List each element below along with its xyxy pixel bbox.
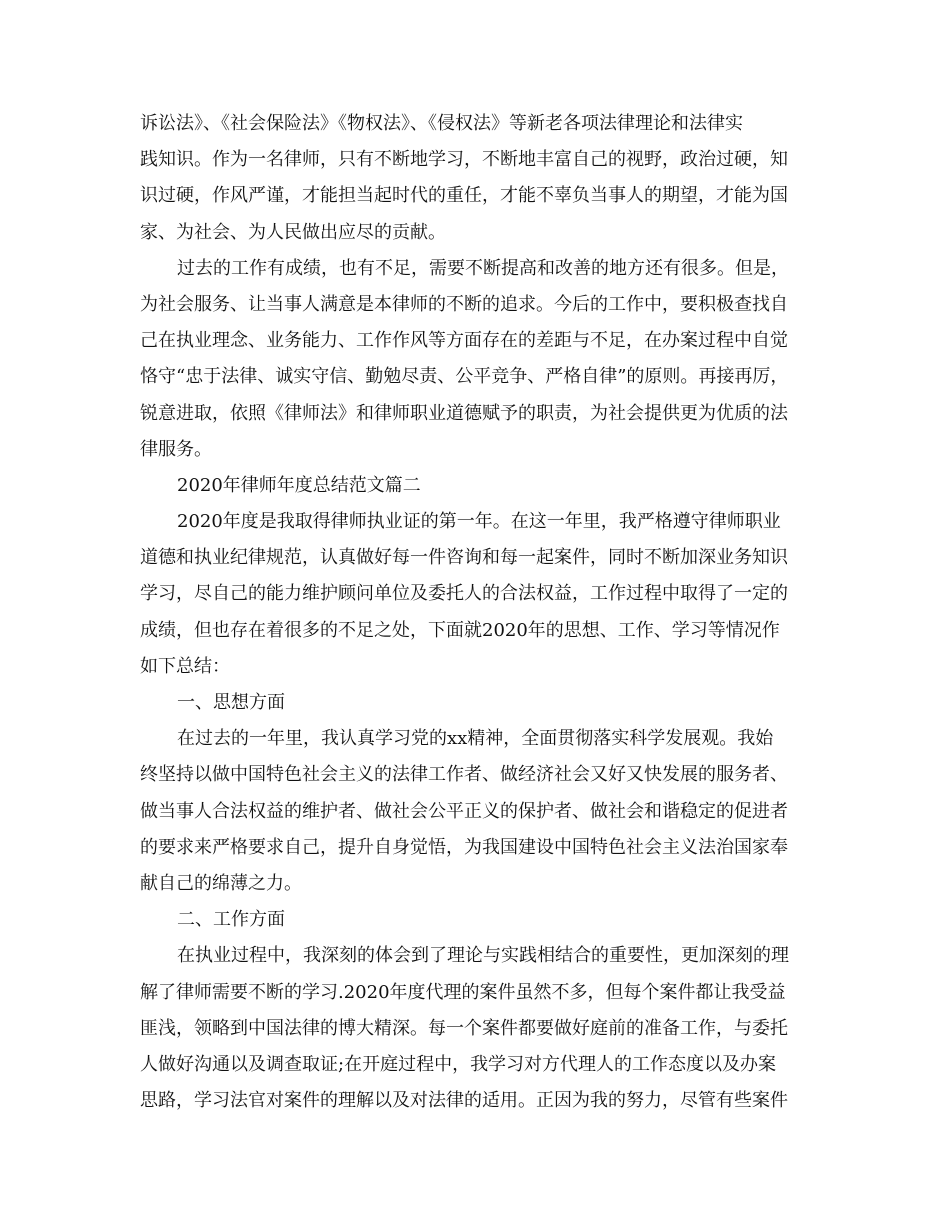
text-line: 诉讼法》、《社会保险法》《物权法》、《侵权法》等新老各项法律理论和法律实 xyxy=(140,113,743,134)
text-line: 恪守“忠于法律、诚实守信、勤勉尽责、公平竞争、严格自律”的原则。再接再厉， xyxy=(140,366,789,388)
text-line: 学习，尽自己的能力维护顾问单位及委托人的合法权益，工作过程中取得了一定的 xyxy=(140,583,788,605)
paragraph-achievements xyxy=(140,251,820,468)
text-line: 过去的工作有成绩，也有不足，需要不断提高和改善的地方还有很多。但是， xyxy=(177,257,789,279)
paragraph-thought xyxy=(140,721,820,902)
text-line: 的要求来严格要求自己，提升自身觉悟，为我国建设中国特色社会主义法治国家奉 xyxy=(140,836,788,858)
text-line: 人做好沟通以及调查取证;在开庭过程中，我学习对方代理人的工作态度以及办案 xyxy=(140,1053,777,1075)
text-line: 律服务。 xyxy=(140,438,212,460)
heading-text: 2020年律师年度总结范文篇二 xyxy=(177,474,421,496)
paragraph-continuation xyxy=(140,106,820,251)
text-line: 在执业过程中，我深刻的体会到了理论与实践相结合的重要性，更加深刻的理 xyxy=(177,945,789,967)
section-heading-part-two xyxy=(140,468,820,504)
text-line: 在过去的一年里，我认真学习党的xx精神，全面贯彻落实科学发展观。我始 xyxy=(177,728,774,750)
text-line: 成绩，但也存在着很多的不足之处，下面就2020年的思想、工作、学习等情况作 xyxy=(140,619,780,641)
heading-text: 一、思想方面 xyxy=(177,692,285,713)
text-line: 做当事人合法权益的维护者、做社会公平正义的保护者、做社会和谐稳定的促进者 xyxy=(140,800,788,822)
text-line: 匪浅，领略到中国法律的博大精深。每一个案件都要做好庭前的准备工作，与委托 xyxy=(140,1017,788,1039)
section-heading-work xyxy=(140,902,820,938)
text-line: 献自己的绵薄之力。 xyxy=(140,872,302,894)
text-line: 践知识。作为一名律师，只有不断地学习，不断地丰富自己的视野，政治过硬，知 xyxy=(140,149,788,171)
text-line: 解了律师需要不断的学习.2020年度代理的案件虽然不多，但每个案件都让我受益 xyxy=(140,981,786,1003)
text-line: 己在执业理念、业务能力、工作作风等方面存在的差距与不足，在办案过程中自觉 xyxy=(140,330,788,352)
text-line: 2020年度是我取得律师执业证的第一年。在这一年里，我严格遵守律师职业 xyxy=(177,511,781,533)
text-line: 终坚持以做中国特色社会主义的法律工作者、做经济社会又好又快发展的服务者、 xyxy=(140,764,788,786)
heading-text: 二、工作方面 xyxy=(177,909,285,931)
text-line: 如下总结： xyxy=(140,655,230,677)
section-heading-thought xyxy=(140,685,820,721)
paragraph-first-year xyxy=(140,504,820,685)
text-line: 锐意进取，依照《律师法》和律师职业道德赋予的职责，为社会提供更为优质的法 xyxy=(140,402,788,424)
text-line: 家、为社会、为人民做出应尽的贡献。 xyxy=(140,221,446,243)
text-line: 道德和执业纪律规范，认真做好每一件咨询和每一起案件，同时不断加深业务知识 xyxy=(140,547,788,569)
text-line: 识过硬，作风严谨，才能担当起时代的重任，才能不辜负当事人的期望，才能为国 xyxy=(140,185,788,207)
text-line: 为社会服务、让当事人满意是本律师的不断的追求。今后的工作中，要积极查找自 xyxy=(140,293,788,315)
paragraph-work xyxy=(140,938,820,1119)
text-line: 思路，学习法官对案件的理解以及对法律的适用。正因为我的努力，尽管有些案件 xyxy=(140,1090,788,1112)
